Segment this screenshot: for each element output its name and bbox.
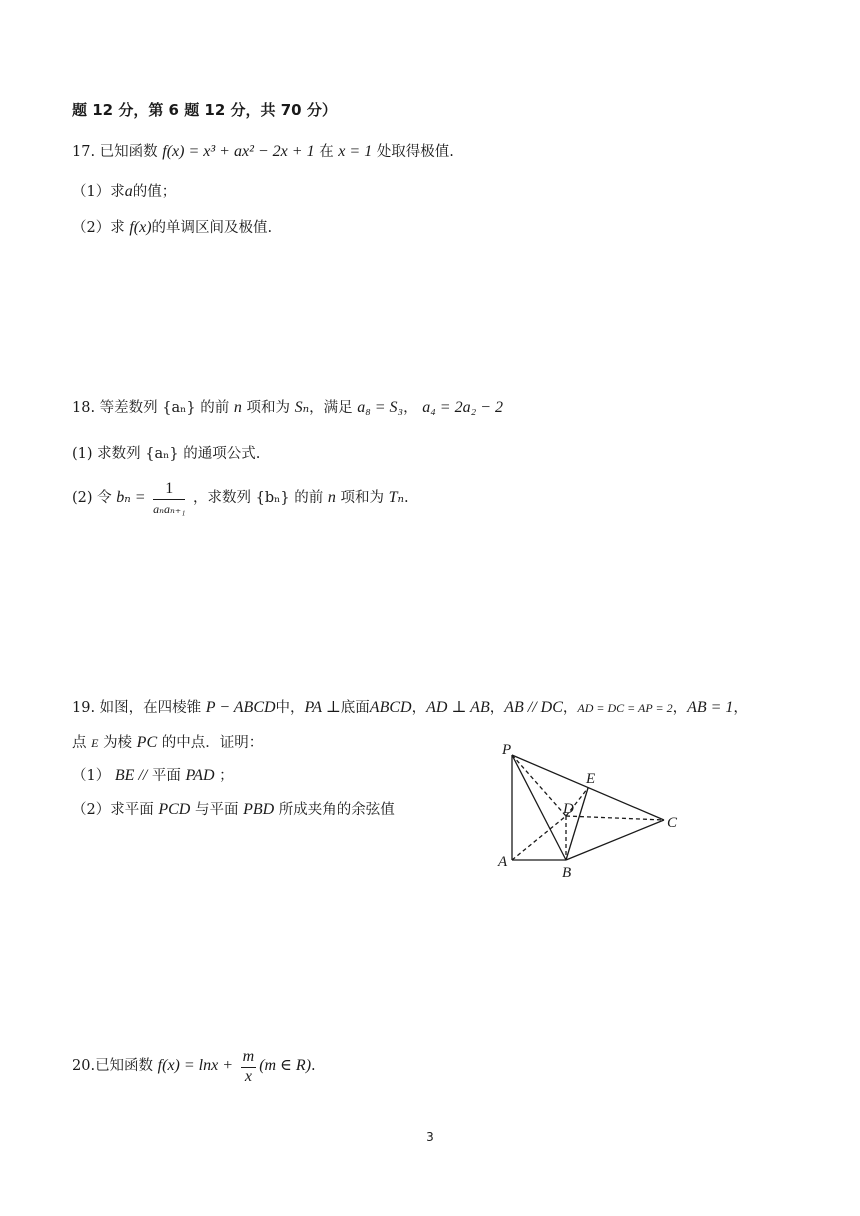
math-expression: AB = 1 (687, 699, 734, 716)
question-text: 等差数列 {aₙ} 的前 (99, 400, 230, 416)
question-17-part-2 (72, 218, 272, 238)
part-label: (2) 令 (72, 490, 112, 506)
question-text: ，满足 (309, 400, 353, 416)
punct: 中， (275, 700, 305, 716)
pyramid-figure (494, 738, 694, 883)
punct: ， (411, 700, 427, 716)
part-text: 项和为 (340, 490, 384, 506)
edge-be (566, 788, 588, 860)
math-expression: P − ABCD (205, 699, 276, 716)
variable: bₙ = (116, 489, 146, 506)
math-expression: AB // DC (504, 699, 563, 716)
question-18-part-1: (1) 求数列 {aₙ} 的通项公式. (72, 446, 261, 462)
edge-dc (566, 816, 664, 820)
fraction-denominator: aₙaₙ₊₁ (153, 501, 186, 516)
variable: Tₙ (388, 489, 404, 506)
part-label: （1） (72, 768, 111, 784)
question-text: 已知函数 (99, 144, 158, 160)
fraction (153, 479, 185, 518)
variable: Sₙ (294, 399, 310, 416)
question-17-part-1 (72, 182, 176, 202)
vertex-label-b: B (562, 865, 572, 881)
condition-expression: a₈ = S₃ (357, 399, 404, 416)
question-18 (72, 398, 503, 418)
math-expression: PAD (185, 767, 215, 784)
period: . (403, 490, 409, 506)
question-20 (72, 1046, 316, 1086)
question-18-part-2 (72, 478, 409, 518)
vertex-label-c: C (667, 815, 678, 831)
punct: ； (219, 768, 234, 784)
fraction-denominator: x (244, 1067, 252, 1085)
edge-pb (512, 755, 566, 860)
variable: n (327, 489, 336, 506)
part-label: （1）求 (72, 184, 125, 200)
fraction (241, 1047, 257, 1086)
fraction-numerator: 1 (153, 479, 185, 500)
condition-expression: (m ∈ R) (259, 1057, 312, 1074)
page-number: 3 (426, 1130, 434, 1144)
question-text: 项和为 (246, 400, 290, 416)
function-expression: f(x) = lnx + (157, 1057, 234, 1074)
math-expression: PA ⊥ (304, 699, 341, 716)
question-text: 点 (72, 735, 87, 751)
function-name: f(x) (129, 219, 152, 236)
vertex-label-d: D (563, 801, 574, 817)
vertex-label-e: E (586, 771, 596, 787)
variable: a (124, 183, 133, 200)
question-text: 在 (319, 144, 334, 160)
edge-pc (512, 755, 664, 820)
part-label: （2）求平面 (72, 802, 154, 818)
question-number: 17. (72, 144, 96, 160)
variable: E (91, 736, 99, 750)
condition-expression: a₄ = 2a₂ − 2 (422, 399, 503, 416)
question-17 (72, 142, 454, 162)
vertex-label-a: A (498, 854, 508, 870)
question-19-part-2 (72, 800, 395, 820)
punct: ， (733, 700, 748, 716)
question-text: 处取得极值. (376, 144, 454, 160)
math-expression: AD = DC = AP = 2 (577, 701, 673, 715)
math-expression: AD ⊥ AB (426, 699, 490, 716)
question-text: 的中点．证明： (161, 735, 264, 751)
variable: PC (136, 734, 158, 751)
function-expression: f(x) = x³ + ax² − 2x + 1 (162, 143, 315, 160)
vertex-label-p: P (502, 742, 512, 758)
condition-expression: x = 1 (338, 143, 373, 160)
question-number: 20. (72, 1058, 96, 1074)
question-text: 如图，在四棱锥 (99, 700, 202, 716)
part-text: 与平面 (194, 802, 239, 818)
question-19 (72, 698, 748, 718)
edge-ad (512, 816, 566, 860)
fraction-numerator: m (241, 1047, 257, 1068)
math-expression: ABCD (369, 699, 412, 716)
question-number: 18. (72, 400, 96, 416)
part-text: 所成夹角的余弦值 (278, 802, 395, 818)
period: . (311, 1058, 316, 1074)
edge-bc (566, 820, 664, 860)
question-text: 底面 (340, 700, 370, 716)
question-19-part-1 (72, 766, 234, 786)
punct: ， (562, 700, 578, 716)
separator: ， (403, 400, 418, 416)
math-expression: PBD (243, 801, 275, 818)
punct: ， (489, 700, 505, 716)
punct: ， (672, 700, 688, 716)
section-header: 题 12 分，第 6 题 12 分，共 70 分） (72, 101, 337, 119)
part-text: 的单调区间及极值. (151, 220, 273, 236)
math-expression: BE // (114, 767, 148, 784)
question-19-line-2 (72, 733, 263, 753)
question-text: 为棱 (103, 735, 133, 751)
variable: n (233, 399, 242, 416)
part-label: （2）求 (72, 220, 125, 236)
question-text: 已知函数 (95, 1058, 154, 1074)
part-text: 平面 (151, 768, 181, 784)
part-text: ，求数列 {bₙ} 的前 (193, 490, 324, 506)
math-expression: PCD (158, 801, 191, 818)
question-number: 19. (72, 700, 96, 716)
part-text: 的值； (132, 184, 177, 200)
